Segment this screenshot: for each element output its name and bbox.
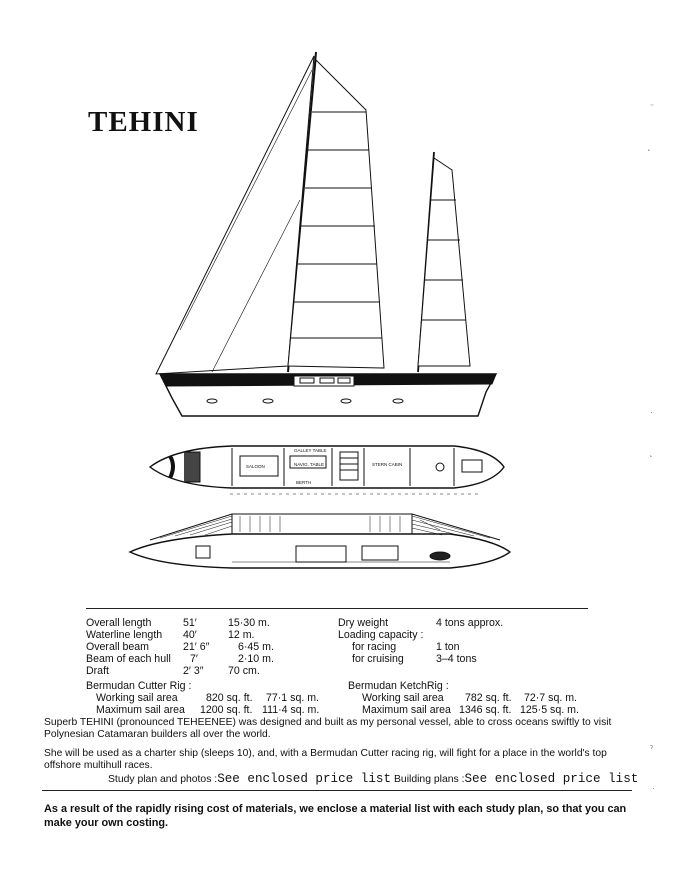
margin-mark: · — [652, 784, 655, 793]
notice-top-rule — [42, 790, 632, 791]
study-plan-value: See enclosed price list — [217, 772, 392, 786]
spec-row: Overall length — [86, 617, 152, 629]
label-saloon: SALOON — [246, 464, 265, 469]
sail-profile-drawing — [156, 52, 496, 416]
label-stern-cabin: STERN CABIN — [372, 462, 403, 467]
ketch-rig-heading: Bermudan KetchRig : — [348, 680, 449, 692]
cutter-rig-heading: Bermudan Cutter Rig : — [86, 680, 192, 692]
building-plan-label: Building plans : — [394, 774, 465, 785]
label-chart: NAVIG. TABLE — [294, 462, 325, 467]
margin-mark: ˛ — [648, 142, 651, 151]
material-notice: As a result of the rapidly rising cost of materials, we enclose a material list with each study plan, so that you can make your own costing. — [44, 803, 627, 830]
charter-paragraph: She will be used as a charter ship (sleeps 10), and, with a Bermudan Cutter racing rig, will fight for a place in the world's top offshore multihull races. — [44, 748, 607, 772]
label-berth: BERTH — [296, 480, 312, 485]
margin-mark: ˀ — [650, 744, 653, 753]
study-plan-label: Study plan and photos : — [108, 774, 218, 785]
margin-mark: ⁻ — [650, 102, 655, 111]
building-plan-line — [394, 772, 638, 786]
deck-plan-drawing — [130, 514, 510, 568]
description-paragraph: Superb TEHINI (pronounced TEHEENEE) was designed and built as my personal vessel, able to cross oceans swiftly to visit Polynesian Catamaran builders all over the world. — [44, 717, 612, 741]
margin-mark: ˛ — [650, 448, 653, 457]
building-plan-value: See enclosed price list — [464, 772, 639, 786]
margin-mark: · — [650, 408, 653, 417]
study-plan-line — [108, 772, 391, 786]
page-title: TEHINI — [88, 106, 199, 138]
specs-top-rule — [86, 608, 588, 609]
interior-plan-drawing — [150, 446, 504, 494]
label-galley-table: GALLEY TABLE — [294, 448, 327, 453]
